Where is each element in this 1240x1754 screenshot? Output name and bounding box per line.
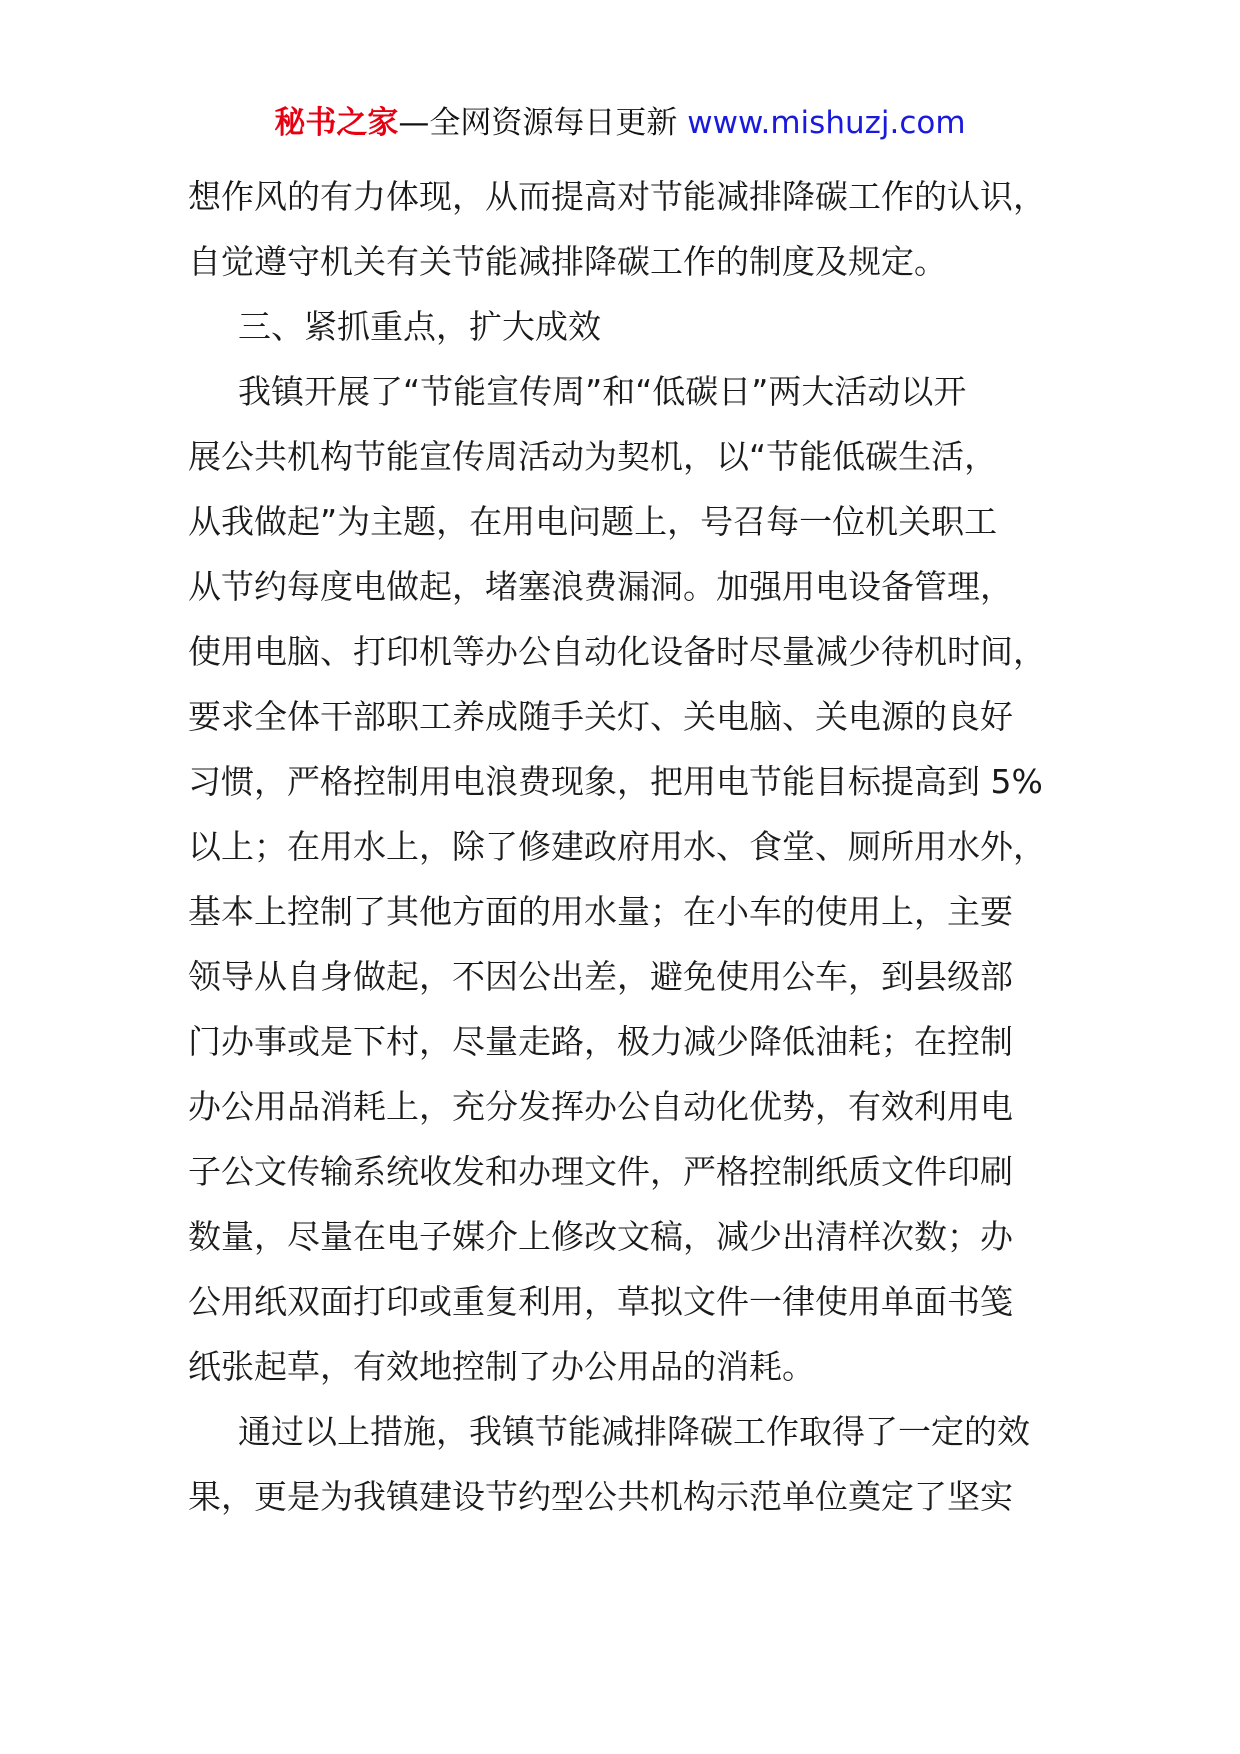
text-line: 展公共机构节能宣传周活动为契机，以“节能低碳生活， — [188, 437, 998, 476]
site-url: www.mishuzj.com — [687, 105, 966, 141]
text-line: 从节约每度电做起，堵塞浪费漏洞。加强用电设备管理， — [188, 567, 1013, 606]
text-line: 自觉遵守机关有关节能减排降碳工作的制度及规定。 — [188, 242, 947, 281]
text-line: 从我做起”为主题，在用电问题上，号召每一位机关职工 — [188, 502, 998, 541]
text-line: 基本上控制了其他方面的用水量；在小车的使用上，主要 — [188, 892, 1013, 931]
text-line: 想作风的有力体现，从而提高对节能减排降碳工作的认识， — [188, 177, 1046, 216]
text-line: 领导从自身做起，不因公出差，避免使用公车，到县级部 — [188, 957, 1013, 996]
text-line: 子公文传输系统收发和办理文件，严格控制纸质文件印刷 — [188, 1152, 1013, 1191]
text-line: 果，更是为我镇建设节约型公共机构示范单位奠定了坚实 — [188, 1477, 1013, 1516]
text-line: 办公用品消耗上，充分发挥办公自动化优势，有效利用电 — [188, 1087, 1013, 1126]
text-line: 纸张起草，有效地控制了办公用品的消耗。 — [188, 1347, 815, 1386]
text-line: 要求全体干部职工养成随手关灯、关电脑、关电源的良好 — [188, 697, 1013, 736]
text-line: 使用电脑、打印机等办公自动化设备时尽量减少待机时间， — [188, 632, 1046, 671]
text-line: 我镇开展了“节能宣传周”和“低碳日”两大活动以开 — [238, 372, 967, 411]
text-line: 三、紧抓重点，扩大成效 — [238, 307, 601, 346]
header-tagline: —全网资源每日更新 — [398, 105, 688, 141]
text-line: 公用纸双面打印或重复利用，草拟文件一律使用单面书笺 — [188, 1282, 1013, 1321]
brand-name: 秘书之家 — [274, 105, 399, 141]
text-line: 通过以上措施，我镇节能减排降碳工作取得了一定的效 — [238, 1412, 1030, 1451]
document-body — [188, 164, 1068, 1529]
text-line: 以上；在用水上，除了修建政府用水、食堂、厕所用水外， — [188, 827, 1046, 866]
text-line: 门办事或是下村，尽量走路，极力减少降低油耗；在控制 — [188, 1022, 1013, 1061]
page-header — [0, 100, 1240, 146]
text-line: 习惯，严格控制用电浪费现象，把用电节能目标提高到 5% — [188, 762, 1043, 801]
text-line: 数量，尽量在电子媒介上修改文稿，减少出清样次数；办 — [188, 1217, 1013, 1256]
